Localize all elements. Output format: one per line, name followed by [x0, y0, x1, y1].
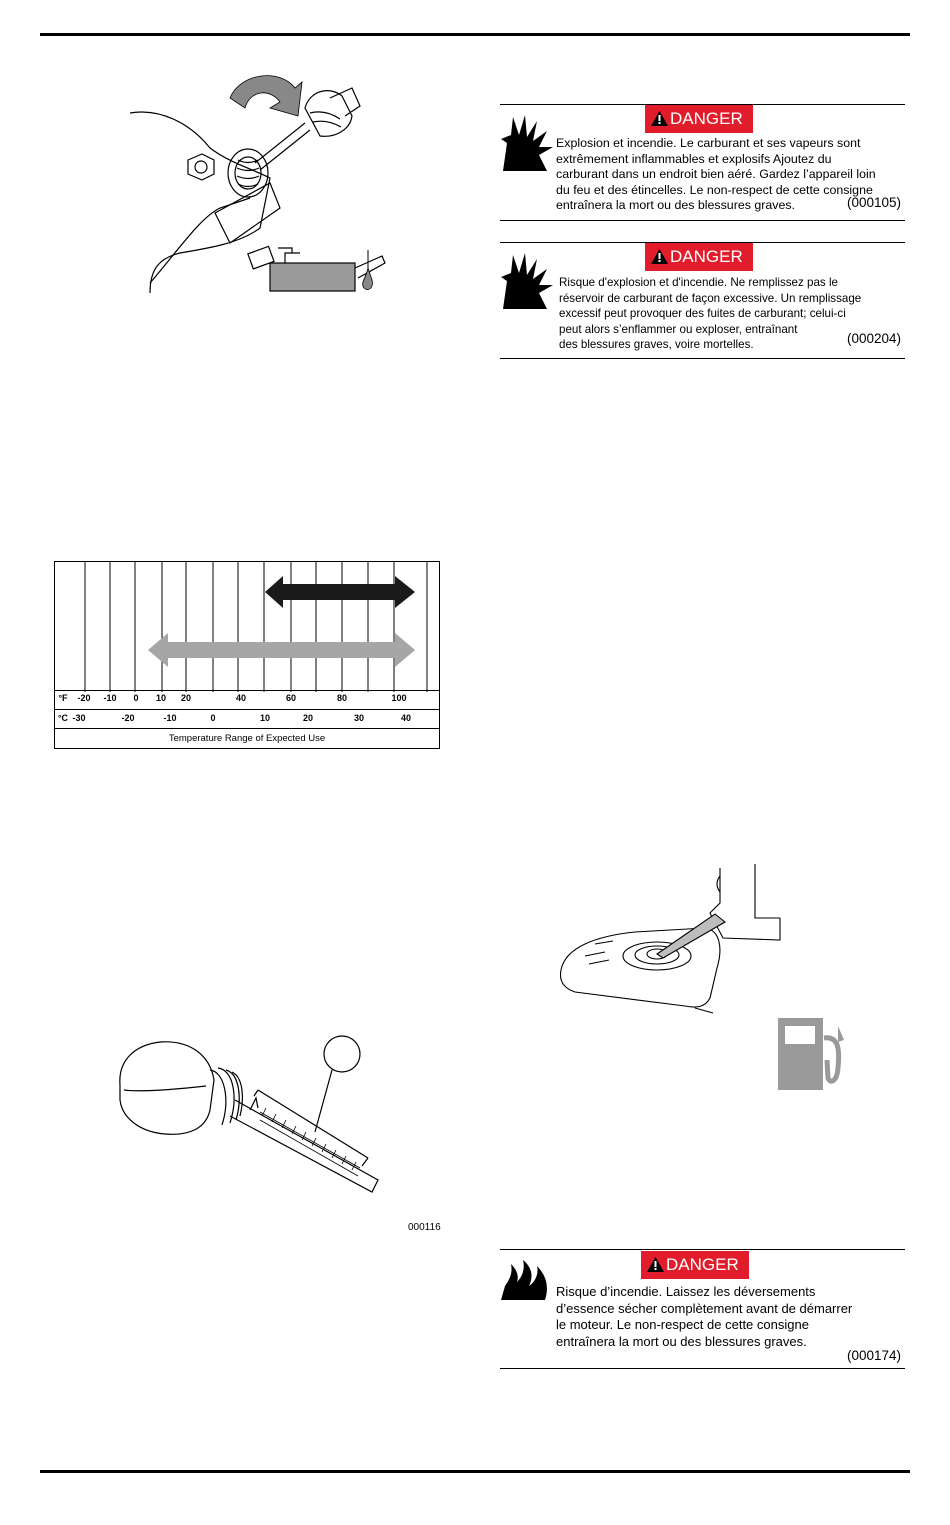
danger-badge: DANGER [645, 105, 753, 133]
danger-badge: DANGER [641, 1251, 749, 1279]
temperature-range-chart [54, 561, 440, 749]
f-tick: 0 [133, 693, 139, 703]
c-tick: 20 [302, 713, 314, 723]
danger-box-overfill [500, 242, 905, 359]
f-unit-label: °F [58, 693, 68, 703]
danger-code: (000105) [846, 195, 901, 210]
c-tick: 30 [353, 713, 365, 723]
danger-text: Risque d’incendie. Laissez les déversements d’essence sécher complètement avant de démarrer le moteur. Le non-respect de cette consigne entraînera la mort ou des blessures graves. [556, 1284, 853, 1349]
explosion-icon [501, 251, 553, 309]
f-tick: -20 [77, 693, 91, 703]
danger-badge: DANGER [645, 243, 753, 271]
chart-gridlines [55, 562, 439, 692]
fire-icon [501, 1256, 553, 1300]
oil-fill-figure [120, 68, 405, 303]
fuel-fill-figure [555, 858, 875, 1098]
dipstick-figure [110, 1030, 400, 1210]
c-unit-label: °C [57, 713, 69, 723]
f-row-line [55, 690, 439, 691]
c-tick: 0 [210, 713, 216, 723]
f-tick: 60 [285, 693, 297, 703]
c-tick: 40 [400, 713, 412, 723]
danger-code: (000204) [846, 331, 901, 346]
chart-caption: Temperature Range of Expected Use [55, 728, 439, 748]
danger-text: Explosion et incendie. Le carburant et ses vapeurs sont extrêmement inflammables et explosifs Ajoutez du carburant dans un endroit bien aéré. Gardez l’appareil loin du feu et des étincelles. Le non-respect de cette consigne entraînera la mort ou des blessures graves. [556, 136, 876, 213]
top-rule [40, 33, 910, 36]
c-tick: 10 [259, 713, 271, 723]
c-tick: -20 [121, 713, 135, 723]
f-tick: 20 [180, 693, 192, 703]
c-tick: -10 [163, 713, 177, 723]
f-tick: 80 [336, 693, 348, 703]
f-tick: 100 [391, 693, 407, 703]
explosion-icon [501, 113, 553, 171]
light-range-arrow [148, 633, 415, 667]
danger-box-explosion [500, 104, 905, 221]
rotate-arrow-icon [230, 76, 302, 116]
c-row-line [55, 709, 439, 710]
bottom-rule [40, 1470, 910, 1473]
c-tick: -30 [72, 713, 86, 723]
figure-code: 000116 [408, 1222, 441, 1233]
dark-range-arrow [265, 576, 415, 608]
f-tick: -10 [103, 693, 117, 703]
f-tick: 10 [155, 693, 167, 703]
danger-text: Risque d'explosion et d'incendie. Ne remplissez pas le réservoir de carburant de façon excessive. Un remplissage excessif peut provoquer des fuites de carburant; celui-ci peut alors s’enflammer ou exploser, entraînant des blessures graves, voire mortelles. [559, 276, 862, 352]
danger-code: (000174) [846, 1348, 901, 1363]
fuel-pump-icon [778, 1018, 844, 1090]
danger-box-fire [500, 1249, 905, 1369]
f-tick: 40 [235, 693, 247, 703]
